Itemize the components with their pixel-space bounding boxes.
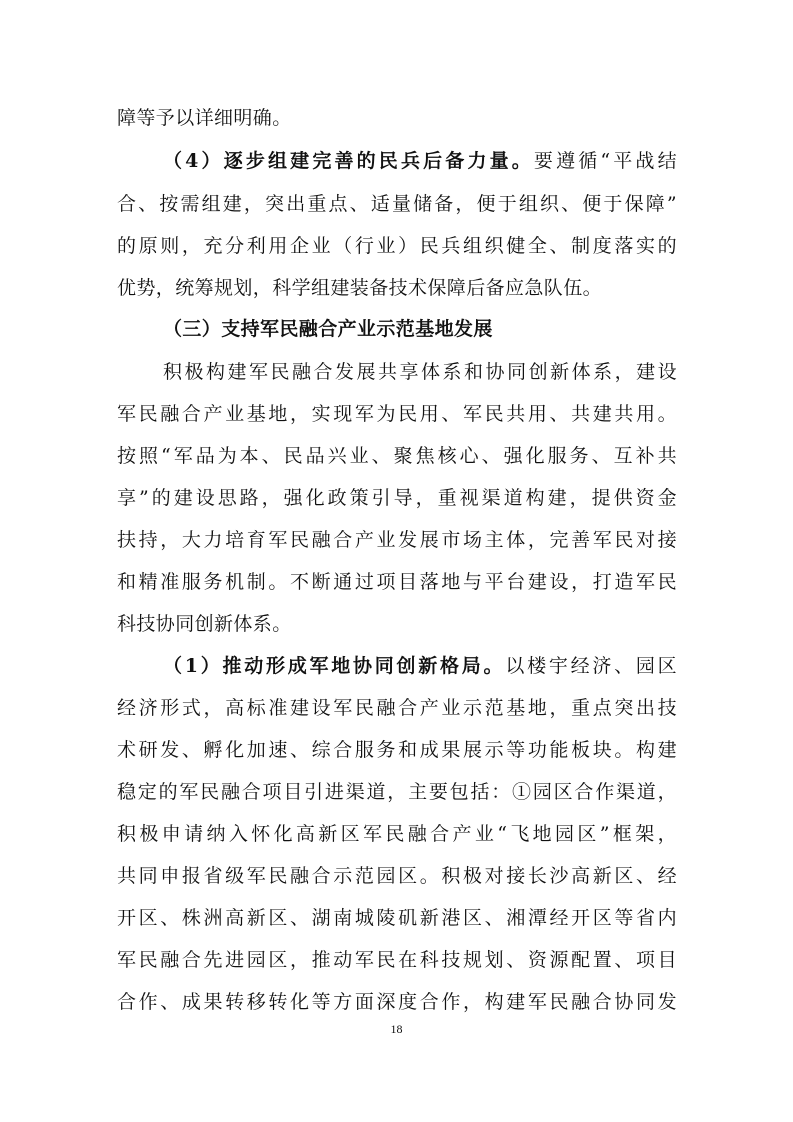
subheading-4: （4）逐步组建完善的民兵后备力量。 bbox=[163, 150, 534, 172]
line-text: 科技协同创新体系。 bbox=[117, 613, 292, 635]
line-text: 以楼宇经济、园区 bbox=[505, 655, 678, 677]
line-text: 享”的建设思路，强化政策引导，重视渠道构建，提供资金 bbox=[117, 487, 677, 509]
line-text: 军民融合先进园区，推动军民在科技规划、资源配置、项目 bbox=[117, 949, 677, 971]
text-line-21 bbox=[117, 944, 677, 976]
line-text: 和精准服务机制。不断通过项目落地与平台建设，打造军民 bbox=[117, 571, 677, 593]
text-line-12 bbox=[117, 566, 677, 598]
line-text: 合、按需组建，突出重点、适量储备，便于组织、便于保障” bbox=[117, 193, 677, 215]
text-line-9 bbox=[117, 440, 677, 472]
text-line-2 bbox=[163, 145, 677, 177]
text-line-14 bbox=[163, 650, 677, 682]
line-text: 共同申报省级军民融合示范园区。积极对接长沙高新区、经 bbox=[117, 865, 677, 887]
text-line-20 bbox=[117, 902, 677, 934]
text-line-5 bbox=[117, 272, 677, 304]
text-line-16 bbox=[117, 734, 677, 766]
text-line-4 bbox=[117, 230, 677, 262]
text-line-11 bbox=[117, 524, 677, 556]
line-text: 开区、株洲高新区、湖南城陵矶新港区、湘潭经开区等省内 bbox=[117, 907, 677, 929]
text-line-8 bbox=[117, 398, 677, 430]
text-line-15 bbox=[117, 692, 677, 724]
line-text: 稳定的军民融合项目引进渠道，主要包括：①园区合作渠道， bbox=[117, 781, 677, 803]
line-text: 的原则，充分利用企业（行业）民兵组织健全、制度落实的 bbox=[117, 235, 677, 257]
line-text: 扶持，大力培育军民融合产业发展市场主体，完善军民对接 bbox=[117, 529, 677, 551]
line-text: 要遵循“平战结 bbox=[533, 150, 677, 172]
text-line-1 bbox=[117, 102, 677, 134]
line-text: 按照“军品为本、民品兴业、聚焦核心、强化服务、互补共 bbox=[117, 445, 677, 467]
line-text: 术研发、孵化加速、综合服务和成果展示等功能板块。构建 bbox=[117, 739, 677, 761]
section-heading-text: （三）支持军民融合产业示范基地发展 bbox=[163, 318, 493, 340]
text-line-19 bbox=[117, 860, 677, 892]
text-line-7 bbox=[163, 356, 677, 388]
line-text: 合作、成果转移转化等方面深度合作，构建军民融合协同发 bbox=[117, 991, 677, 1013]
subheading-1: （1）推动形成军地协同创新格局。 bbox=[163, 655, 506, 677]
line-text: 优势，统筹规划，科学组建装备技术保障后备应急队伍。 bbox=[117, 277, 603, 299]
line-text: 经济形式，高标准建设军民融合产业示范基地，重点突出技 bbox=[117, 697, 677, 719]
text-line-17 bbox=[117, 776, 677, 808]
text-line-22 bbox=[117, 986, 677, 1018]
text-line-18 bbox=[117, 818, 677, 850]
text-line-13 bbox=[117, 608, 677, 640]
text-line-10 bbox=[117, 482, 677, 514]
section-heading-3 bbox=[163, 313, 677, 345]
page-number: 18 bbox=[390, 1022, 403, 1036]
line-text: 障等予以详细明确。 bbox=[117, 107, 292, 129]
line-text: 积极申请纳入怀化高新区军民融合产业“飞地园区”框架， bbox=[117, 823, 677, 845]
text-line-3 bbox=[117, 188, 677, 220]
line-text: 积极构建军民融合发展共享体系和协同创新体系，建设 bbox=[163, 361, 677, 383]
line-text: 军民融合产业基地，实现军为民用、军民共用、共建共用。 bbox=[117, 403, 677, 425]
